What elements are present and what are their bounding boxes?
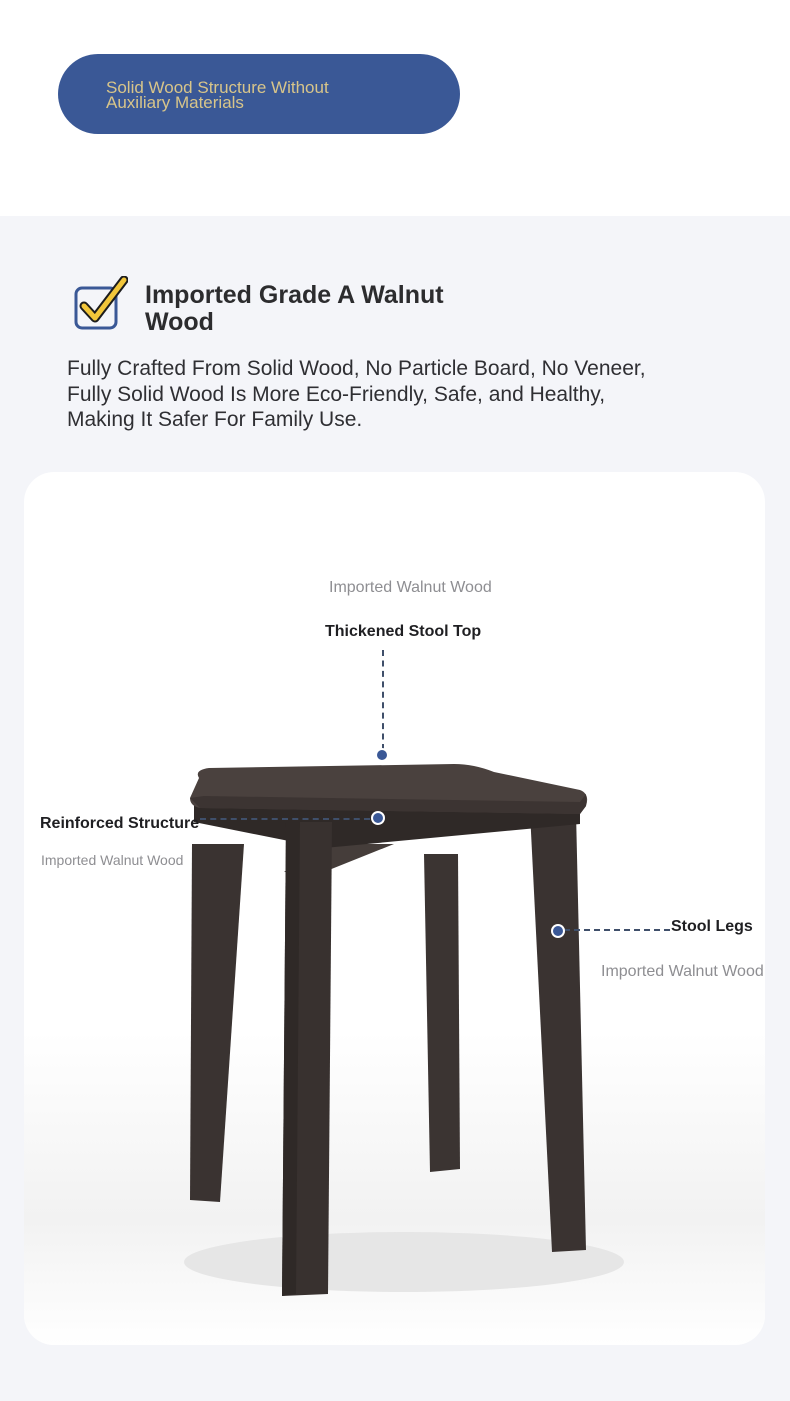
structure-callout-line [200,818,370,820]
feature-description: Fully Crafted From Solid Wood, No Particle Board, No Veneer, Fully Solid Wood Is More Eco-Friendly, Safe, and Healthy, Making It Safer For Family Use. [67,357,646,431]
structure-callout-subtitle: Imported Walnut Wood [41,852,184,868]
pill-label: Solid Wood Structure Without Auxiliary Materials [106,78,329,112]
product-diagram-card [24,472,765,1345]
checkbox-check-icon [74,276,128,332]
legs-callout-dot [553,926,563,936]
feature-title: Imported Grade A Walnut Wood [145,281,444,336]
legs-callout-title: Stool Legs [671,918,753,935]
legs-callout-line [564,929,670,931]
legs-callout-subtitle: Imported Walnut Wood [601,963,764,980]
top-callout-subtitle: Imported Walnut Wood [329,579,492,596]
top-callout-line [382,650,384,750]
structure-callout-dot [373,813,383,823]
walnut-stool-image [24,472,765,1345]
structure-callout-title: Reinforced Structure [40,815,200,832]
top-callout-dot [377,750,387,760]
banner-section [0,0,790,216]
top-callout-title: Thickened Stool Top [325,623,482,640]
feature-pill [58,54,460,134]
